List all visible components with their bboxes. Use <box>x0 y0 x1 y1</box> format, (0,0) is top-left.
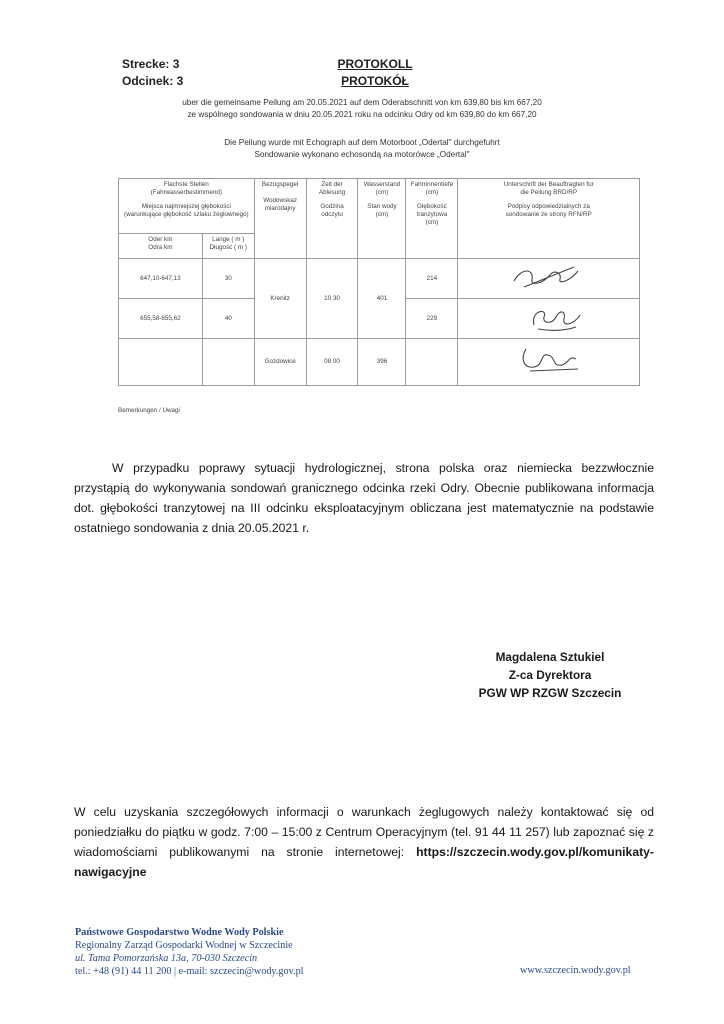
cell-depth <box>406 339 458 386</box>
cell-km <box>119 339 203 386</box>
header-text: Fahrrinnentiefe <box>410 181 454 188</box>
footer-block <box>75 926 304 978</box>
header-text: Ablesung <box>318 189 346 196</box>
protocol-line-pl-2: Sondowanie wykonano echosondą na motorówce „Odertal" <box>254 150 470 159</box>
header-text: Oder km <box>148 236 173 243</box>
footer-org: Państwowe Gospodarstwo Wodne Wody Polskie <box>75 927 284 938</box>
cell-depth: 214 <box>406 259 458 299</box>
cell-km: 655,58-655,62 <box>119 299 203 339</box>
footer-contact: tel.: +48 (91) 44 11 200 | e-mail: szczecin@wody.gov.pl <box>75 966 304 977</box>
signature-scribble <box>504 341 594 375</box>
table-header-row <box>119 179 640 234</box>
cell-gauge: Gozdowice <box>254 339 306 386</box>
signer-role: Z-ca Dyrektora <box>508 668 592 682</box>
footer-address: ul. Tama Pomorzańska 13a, 70-030 Szczecin <box>75 953 258 964</box>
protocol-section-labels <box>122 56 183 90</box>
signer-name: Magdalena Sztukiel <box>495 650 605 664</box>
header-text: (warunkujące głębokość szlaku żeglownego) <box>124 211 249 218</box>
footer-region: Regionalny Zarząd Gospodarki Wodnej w Szczecinie <box>75 940 293 951</box>
signature-block <box>470 648 630 702</box>
header-text: die Peilung BRD/RP <box>520 189 578 196</box>
cell-signature <box>458 259 640 299</box>
protocol-table <box>118 178 640 386</box>
table-row <box>119 339 640 386</box>
protocol-remarks: Bemerkungen / Uwagi <box>118 407 180 414</box>
protocol-line-pl-1: ze wspólnego sondowania w dniu 20.05.2021 roku na odcinku Odry od km 639,80 do km 667,20 <box>187 110 537 119</box>
header-text: (Fahrwasserbestimmend) <box>150 189 223 196</box>
cell-gauge: Krenitz <box>254 259 306 339</box>
cell-water-level: 401 <box>358 259 406 339</box>
cell-signature <box>458 339 640 386</box>
cell-time: 08 00 <box>306 339 358 386</box>
header-text: Miejsca najmniejszej głębokości <box>141 203 231 210</box>
contact-link[interactable]: https://szczecin.wody.gov.pl/komunikaty-nawigacyjne <box>74 845 654 879</box>
header-reading-time <box>306 179 358 259</box>
header-reference-gauge <box>254 179 306 259</box>
contact-text: W celu uzyskania szczegółowych informacji o warunkach żeglugowych należy kontaktować się od poniedziałku do piątku w godz. 7:00 – 15:00 z Centrum Operacyjnym (tel. 91 44 11 257) lub zapoznać się z wiadomościami publikowanymi na stronie internetowej: <box>74 805 654 859</box>
header-text: Długość ( m ) <box>209 244 247 251</box>
strecke-label: Strecke: 3 <box>122 57 180 71</box>
header-water-level <box>358 179 406 259</box>
header-text: Unterschrift der Beauftragten fur <box>503 181 594 188</box>
table-row <box>119 259 640 299</box>
odcinek-label: Odcinek: 3 <box>122 74 184 88</box>
signer-org: PGW WP RZGW Szczecin <box>478 686 622 700</box>
protocol-title-de: PROTOKOLL <box>337 57 413 71</box>
header-transit-depth <box>406 179 458 259</box>
cell-time: 10 30 <box>306 259 358 339</box>
header-text: Wasserstand <box>363 181 401 188</box>
protocol-title-pl: PROTOKÓŁ <box>341 74 409 88</box>
header-text: odczytu <box>321 211 343 218</box>
header-signatures <box>458 179 640 259</box>
subheader-km <box>119 234 203 259</box>
protocol-line-de-2: Die Peilung wurde mit Echograph auf dem Motorboot „Odertal" durchgefuhrt <box>224 138 500 147</box>
body-paragraph: W przypadku poprawy sytuacji hydrologicznej, strona polska oraz niemiecka bezzwłocznie przystąpią do wykonywania sondowań granicznego odcinka rzeki Odry. Obecnie publikowana informacja dot. głębokości tranzytowej na III odcinku eksploatacyjnym obliczana jest matematycznie na podstawie ostatniego sondowania z dnia 20.05.2021 r. <box>74 461 654 535</box>
header-text: Zeit der <box>321 181 343 188</box>
cell-km: 647,10-647,13 <box>119 259 203 299</box>
header-text: Wodowskaz <box>263 197 298 204</box>
signature-scribble <box>504 301 594 333</box>
cell-length <box>202 339 254 386</box>
header-text: Bezugspegel <box>261 181 299 188</box>
contact-paragraph <box>74 802 654 882</box>
cell-length: 30 <box>202 259 254 299</box>
header-text: Głębokość <box>417 203 447 210</box>
header-shallowest-places <box>119 179 255 234</box>
cell-length: 40 <box>202 299 254 339</box>
footer-website[interactable]: www.szczecin.wody.gov.pl <box>520 965 631 976</box>
header-text: (cm) <box>375 211 389 218</box>
protocol-title <box>330 56 420 90</box>
header-text: tranzytowa <box>416 211 448 218</box>
cell-water-level: 396 <box>358 339 406 386</box>
cell-depth: 229 <box>406 299 458 339</box>
cell-signature <box>458 299 640 339</box>
header-text: Odra km <box>148 244 173 251</box>
header-text: Lange ( m ) <box>212 236 245 243</box>
header-text: Stan wody <box>367 203 397 210</box>
header-text: Podpisy odpowiedzialnych za <box>507 203 590 210</box>
header-text: miarodajny <box>264 205 296 212</box>
header-text: sondowanie ze strony RFN/RP <box>505 211 592 218</box>
header-text: Flachste Stellen <box>163 181 209 188</box>
header-text: Godzina <box>320 203 344 210</box>
subheader-length <box>202 234 254 259</box>
header-text: (cm) <box>425 189 439 196</box>
signature-scribble <box>504 261 594 293</box>
header-text: (cm) <box>375 189 389 196</box>
protocol-line-de-1: uber die gemeinsame Peilung am 20.05.2021 auf dem Oderabschnitt von km 639,80 bis km 667,20 <box>182 98 542 107</box>
header-text: (cm) <box>425 219 439 226</box>
